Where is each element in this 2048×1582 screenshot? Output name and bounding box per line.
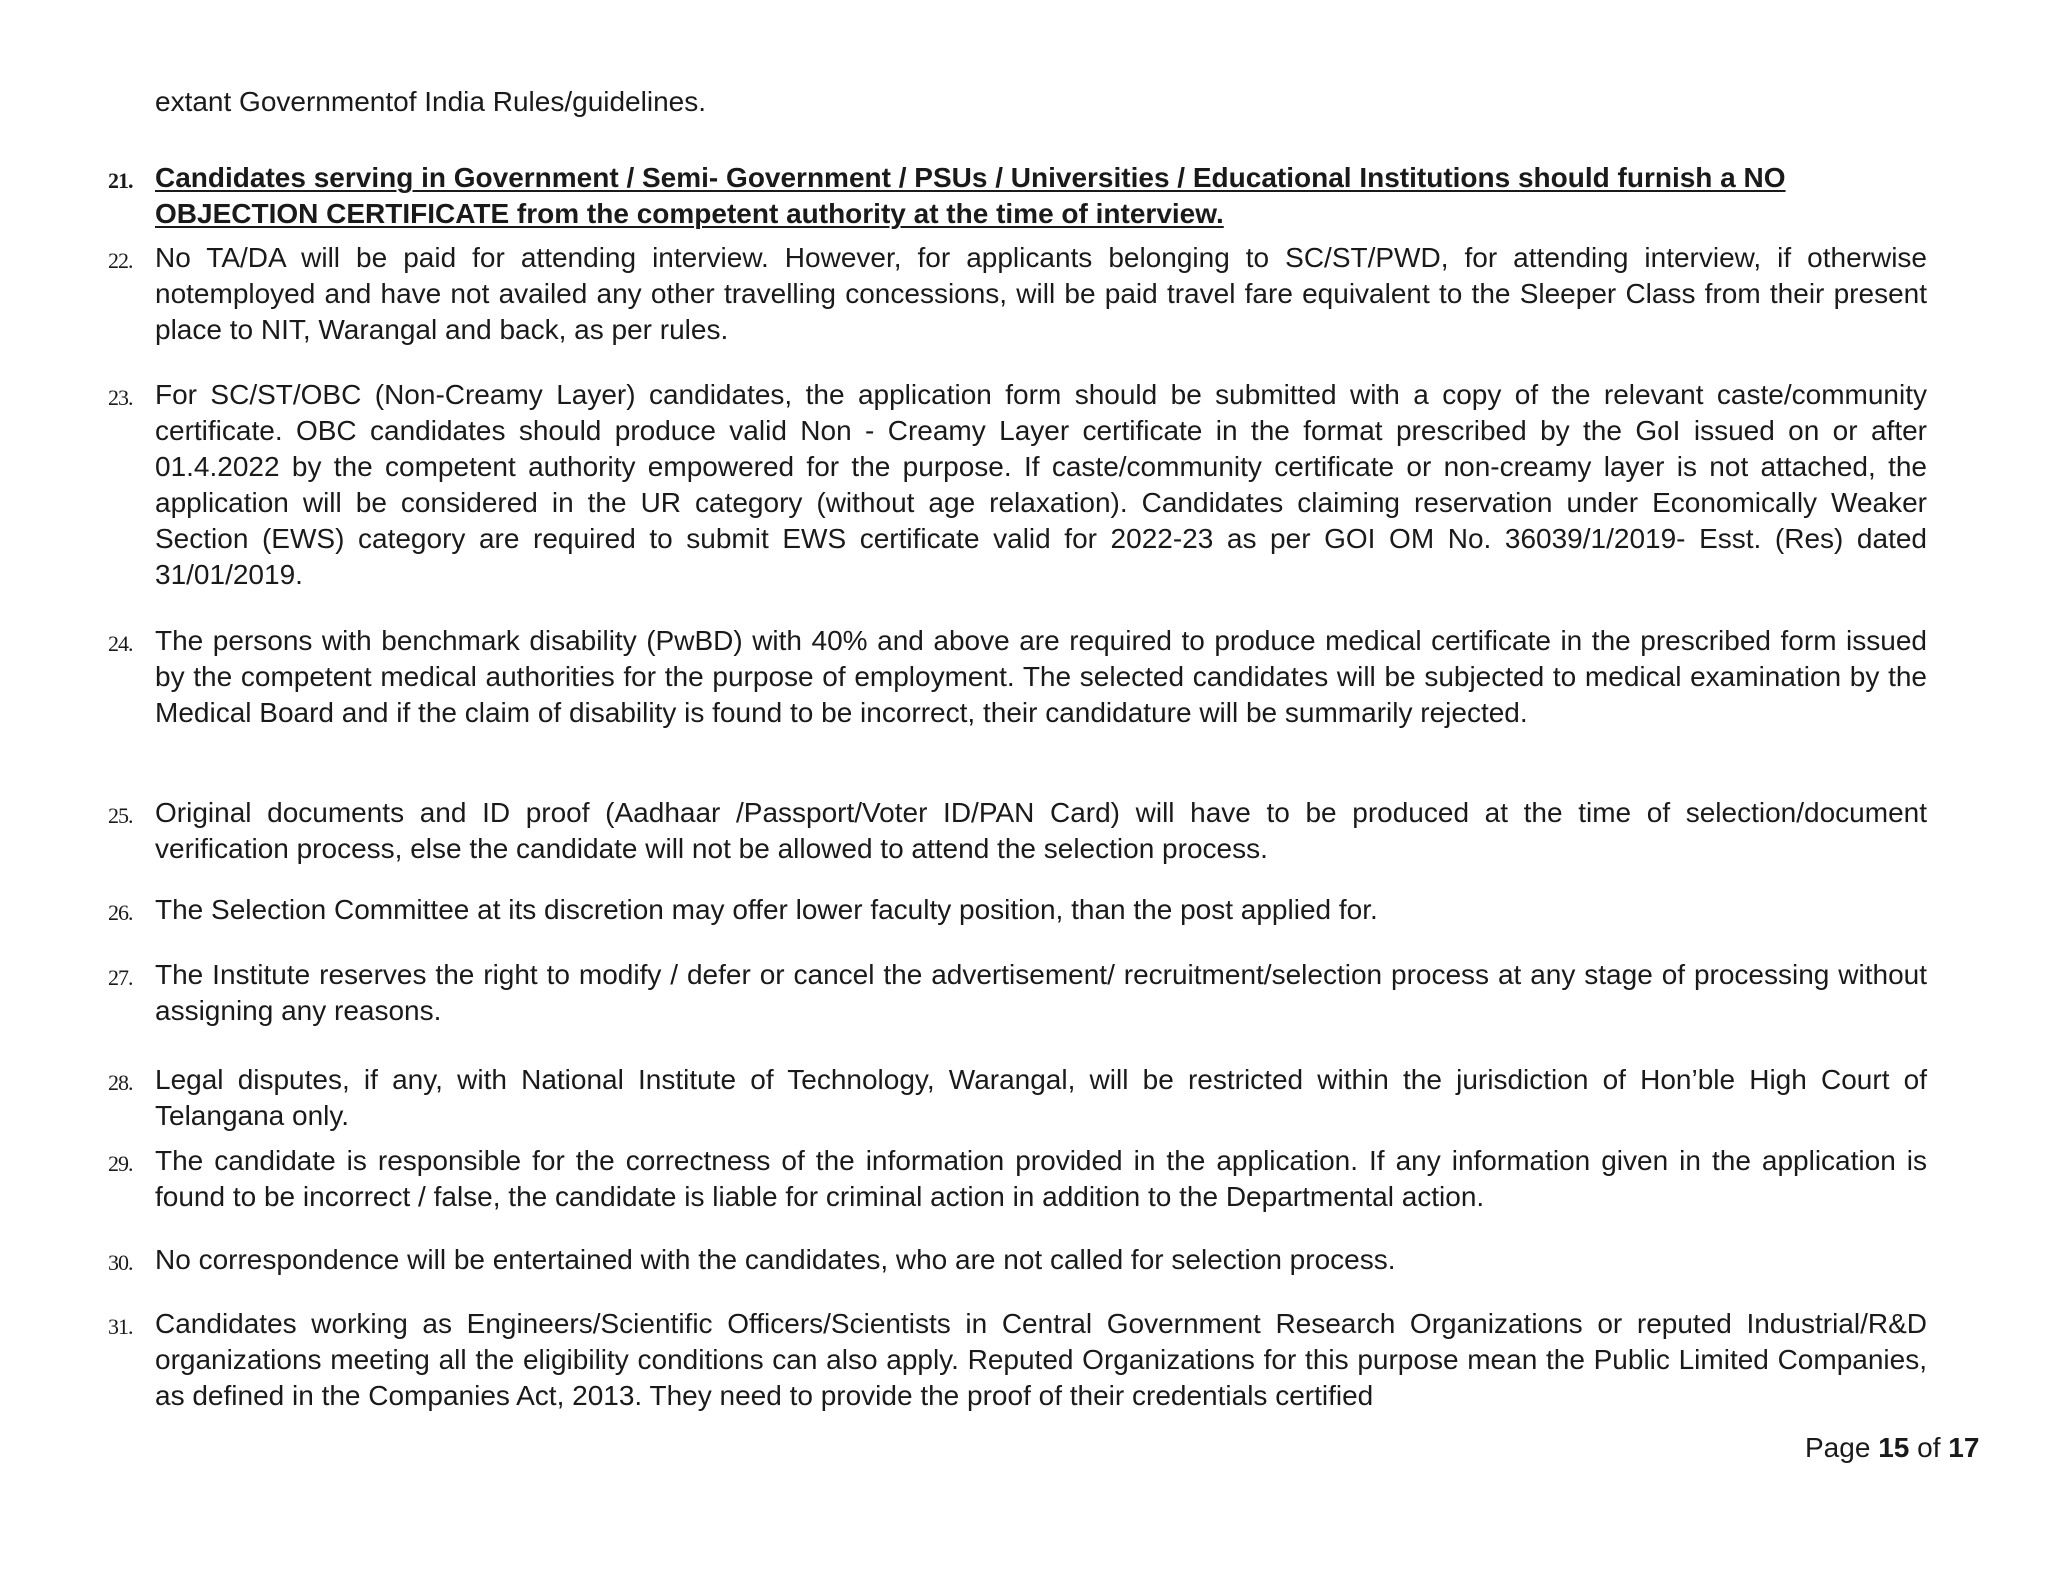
item-text: Candidates serving in Government / Semi- Government / PSUs / Universities / Educational Institutions should furnish a NO OBJECTION CERTIFICATE from the competent authority at the time of interview. — [155, 162, 1786, 229]
item-number: 28. — [108, 1070, 133, 1095]
current-page: 15 — [1878, 1432, 1910, 1463]
lead-text: extant Governmentof India Rules/guidelines. — [155, 86, 706, 117]
item-text: The persons with benchmark disability (PwBD) with 40% and above are required to produce medical certificate in the prescribed form issued by the competent medical authorities for the purpose of employment. The selected candidates will be subjected to medical examination by the Medical Board and if the claim of disability is found to be incorrect, their candidature will be summarily rejected. — [155, 625, 1927, 728]
item-text: For SC/ST/OBC (Non-Creamy Layer) candidates, the application form should be submitted with a copy of the relevant caste/community certificate. OBC candidates should produce valid Non - Creamy Layer certificate in the format prescribed by the GoI issued on or after 01.4.2022 by the competent authority empowered for the purpose. If caste/community certificate or non-creamy layer is not attached, the application will be considered in the UR category (without age relaxation). Candidates claiming reservation under Economically Weaker Section (EWS) category are required to submit EWS certificate valid for 2022-23 as per GOI OM No. 36039/1/2019- Esst. (Res) dated 31/01/2019. — [155, 379, 1927, 590]
item-number: 29. — [108, 1151, 133, 1176]
item-text: Original documents and ID proof (Aadhaar /Passport/Voter ID/PAN Card) will have to be produced at the time of selection/document verification process, else the candidate will not be allowed to attend the selection process. — [155, 797, 1927, 864]
item-number: 23. — [108, 385, 133, 410]
item-text: The candidate is responsible for the correctness of the information provided in the application. If any information given in the application is found to be incorrect / false, the candidate is liable for criminal action in addition to the Departmental action. — [155, 1145, 1927, 1212]
item-number: 21. — [108, 168, 133, 193]
item-text: The Selection Committee at its discretion may offer lower faculty position, than the post applied for. — [155, 894, 1378, 925]
item-text: No correspondence will be entertained with the candidates, who are not called for selection process. — [155, 1244, 1396, 1275]
item-text: Candidates working as Engineers/Scientific Officers/Scientists in Central Government Research Organizations or reputed Industrial/R&D organizations meeting all the eligibility conditions can also apply. Reputed Organizations for this purpose mean the Public Limited Companies, as defined in the Companies Act, 2013. They need to provide the proof of their credentials certified — [155, 1308, 1927, 1411]
page-label: Page — [1805, 1432, 1871, 1463]
item-text: No TA/DA will be paid for attending interview. However, for applicants belonging to SC/ST/PWD, for attending interview, if otherwise notemployed and have not availed any other travelling concessions, will be paid travel fare equivalent to the Sleeper Class from their present place to NIT, Warangal and back, as per rules. — [155, 242, 1927, 345]
page-number-footer — [1805, 1430, 1979, 1466]
item-number: 30. — [108, 1250, 133, 1275]
item-number: 26. — [108, 900, 133, 925]
item-number: 31. — [108, 1314, 133, 1339]
of-label: of — [1917, 1432, 1941, 1463]
item-number: 27. — [108, 965, 133, 990]
item-number: 22. — [108, 248, 133, 273]
total-pages: 17 — [1948, 1432, 1980, 1463]
item-number: 25. — [108, 803, 133, 828]
item-number: 24. — [108, 631, 133, 656]
item-text: Legal disputes, if any, with National Institute of Technology, Warangal, will be restricted within the jurisdiction of Hon’ble High Court of Telangana only. — [155, 1064, 1927, 1131]
item-text: The Institute reserves the right to modify / defer or cancel the advertisement/ recruitment/selection process at any stage of processing without assigning any reasons. — [155, 959, 1927, 1026]
